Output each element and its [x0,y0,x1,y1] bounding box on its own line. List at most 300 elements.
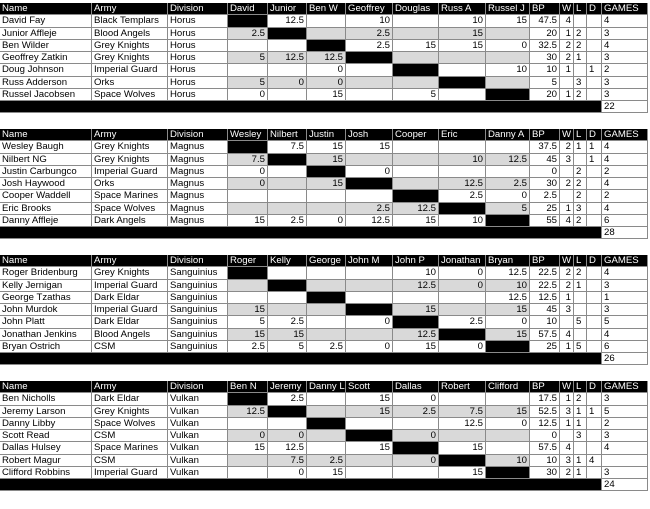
table-cell[interactable]: 10 [439,215,486,227]
table-cell[interactable] [268,304,307,316]
table-cell[interactable] [268,292,307,304]
table-cell[interactable] [560,430,574,442]
table-cell[interactable]: 30 [530,467,560,479]
table-cell[interactable]: Ben Nicholls [0,393,92,405]
table-cell[interactable]: 15 [486,329,530,341]
table-cell[interactable] [587,467,602,479]
table-cell[interactable]: 12.5 [268,15,307,27]
table-cell[interactable]: 2.5 [268,316,307,328]
table-cell[interactable]: 2 [574,166,587,178]
table-cell[interactable]: 7.5 [268,455,307,467]
table-cell[interactable]: 3 [602,280,648,292]
table-cell[interactable]: 12.5 [268,442,307,454]
table-cell[interactable] [439,304,486,316]
table-cell[interactable] [393,467,439,479]
table-cell[interactable]: 2.5 [228,28,268,40]
table-cell[interactable]: 12.5 [268,52,307,64]
table-cell[interactable] [587,292,602,304]
table-cell[interactable]: 3 [560,304,574,316]
table-cell[interactable]: 10 [530,455,560,467]
table-cell[interactable] [560,190,574,202]
table-cell[interactable] [228,467,268,479]
table-cell[interactable]: 12.5 [307,52,346,64]
table-cell[interactable] [346,77,393,89]
table-cell[interactable] [393,316,439,328]
table-cell[interactable]: George Tzathas [0,292,92,304]
table-cell[interactable]: 5 [268,341,307,353]
table-cell[interactable]: Magnus [168,190,228,202]
table-cell[interactable] [486,393,530,405]
table-cell[interactable]: 12.5 [530,292,560,304]
table-cell[interactable]: 45 [530,304,560,316]
table-cell[interactable]: 2.5 [439,190,486,202]
table-cell[interactable]: 15 [346,406,393,418]
table-cell[interactable]: 15 [307,89,346,101]
table-cell[interactable]: 2 [602,418,648,430]
table-cell[interactable] [268,28,307,40]
table-cell[interactable] [439,292,486,304]
table-cell[interactable]: 1 [574,141,587,153]
table-cell[interactable]: 15 [486,406,530,418]
table-cell[interactable] [268,64,307,76]
table-cell[interactable]: 1 [560,203,574,215]
table-cell[interactable]: 4 [602,203,648,215]
table-cell[interactable] [268,280,307,292]
table-cell[interactable] [346,430,393,442]
table-cell[interactable]: Junior Affleje [0,28,92,40]
table-cell[interactable] [560,166,574,178]
table-cell[interactable]: 0 [486,316,530,328]
table-cell[interactable]: 15 [393,215,439,227]
table-cell[interactable]: 2 [602,64,648,76]
table-cell[interactable]: 3 [602,52,648,64]
table-cell[interactable]: 4 [587,455,602,467]
table-cell[interactable] [574,154,587,166]
table-cell[interactable]: 1 [560,64,574,76]
table-cell[interactable]: Vulkan [168,406,228,418]
table-cell[interactable]: Magnus [168,215,228,227]
table-cell[interactable]: 10 [346,15,393,27]
table-cell[interactable]: Dark Eldar [92,316,168,328]
table-cell[interactable]: Magnus [168,166,228,178]
table-cell[interactable]: 15 [393,40,439,52]
table-cell[interactable] [439,64,486,76]
table-cell[interactable] [346,89,393,101]
table-cell[interactable] [587,89,602,101]
table-cell[interactable]: 2.5 [346,28,393,40]
table-cell[interactable]: 12.5 [439,178,486,190]
table-cell[interactable]: 2.5 [307,455,346,467]
table-cell[interactable] [439,393,486,405]
table-cell[interactable]: 0 [486,190,530,202]
table-cell[interactable]: 17.5 [530,393,560,405]
table-cell[interactable]: 15 [439,467,486,479]
table-cell[interactable] [393,418,439,430]
table-cell[interactable]: 2.5 [268,393,307,405]
table-cell[interactable] [307,442,346,454]
table-cell[interactable]: 37.5 [530,141,560,153]
table-cell[interactable]: 10 [530,316,560,328]
table-cell[interactable]: 15 [228,215,268,227]
table-cell[interactable]: Dark Angels [92,215,168,227]
table-cell[interactable] [228,190,268,202]
table-cell[interactable]: 1 [574,418,587,430]
table-cell[interactable]: Horus [168,77,228,89]
table-cell[interactable] [393,442,439,454]
table-cell[interactable]: 12.5 [486,154,530,166]
table-cell[interactable]: 57.5 [530,442,560,454]
table-cell[interactable]: Grey Knights [92,141,168,153]
table-cell[interactable]: 12.5 [393,203,439,215]
table-cell[interactable]: 2 [602,166,648,178]
table-cell[interactable]: 5 [393,89,439,101]
table-cell[interactable]: 15 [228,442,268,454]
table-cell[interactable]: Horus [168,64,228,76]
table-cell[interactable] [228,393,268,405]
table-cell[interactable]: 4 [602,329,648,341]
table-cell[interactable] [587,77,602,89]
table-cell[interactable]: Grey Knights [92,52,168,64]
table-cell[interactable]: 2 [574,40,587,52]
table-cell[interactable]: 12.5 [439,418,486,430]
table-cell[interactable]: 2.5 [346,203,393,215]
table-cell[interactable]: 2.5 [486,178,530,190]
table-cell[interactable]: Magnus [168,141,228,153]
table-cell[interactable]: 0 [530,430,560,442]
table-cell[interactable] [307,329,346,341]
table-cell[interactable]: 12.5 [530,418,560,430]
table-cell[interactable]: 12.5 [393,280,439,292]
table-cell[interactable] [587,442,602,454]
table-cell[interactable]: 12.5 [393,329,439,341]
table-cell[interactable]: Danny Affleje [0,215,92,227]
table-cell[interactable]: Ben Wilder [0,40,92,52]
table-cell[interactable]: 57.5 [530,329,560,341]
table-cell[interactable]: 0 [228,178,268,190]
table-cell[interactable]: 2 [560,52,574,64]
table-cell[interactable]: 1 [574,52,587,64]
table-cell[interactable] [307,316,346,328]
table-cell[interactable]: 15 [486,304,530,316]
table-cell[interactable]: 15 [228,329,268,341]
table-cell[interactable]: 10 [486,280,530,292]
table-cell[interactable]: Grey Knights [92,267,168,279]
table-cell[interactable]: 0 [439,341,486,353]
table-cell[interactable] [307,418,346,430]
table-cell[interactable]: 0 [530,166,560,178]
table-cell[interactable] [393,15,439,27]
table-cell[interactable] [486,52,530,64]
table-cell[interactable]: Vulkan [168,418,228,430]
table-cell[interactable] [587,190,602,202]
table-cell[interactable]: 0 [393,430,439,442]
table-cell[interactable]: Vulkan [168,467,228,479]
table-cell[interactable]: Jeremy Larson [0,406,92,418]
table-cell[interactable]: Blood Angels [92,329,168,341]
table-cell[interactable]: 2 [574,89,587,101]
table-cell[interactable]: 15 [307,467,346,479]
table-cell[interactable]: 0 [346,341,393,353]
table-cell[interactable] [393,190,439,202]
table-cell[interactable]: Sanguinius [168,267,228,279]
table-cell[interactable]: 25 [530,341,560,353]
table-cell[interactable]: Sanguinius [168,280,228,292]
table-cell[interactable] [307,292,346,304]
table-cell[interactable]: Geoffrey Zatkin [0,52,92,64]
table-cell[interactable]: 7.5 [439,406,486,418]
table-cell[interactable]: 52.5 [530,406,560,418]
table-cell[interactable]: 0 [228,430,268,442]
table-cell[interactable]: Clifford Robbins [0,467,92,479]
table-cell[interactable] [486,341,530,353]
table-cell[interactable]: 4 [602,267,648,279]
table-cell[interactable] [268,418,307,430]
table-cell[interactable]: 1 [574,467,587,479]
table-cell[interactable] [307,166,346,178]
table-cell[interactable]: Space Marines [92,190,168,202]
table-cell[interactable]: 2 [574,215,587,227]
table-cell[interactable]: 15 [393,341,439,353]
table-cell[interactable]: 1 [560,393,574,405]
table-cell[interactable]: 0 [268,430,307,442]
table-cell[interactable]: 1 [574,280,587,292]
table-cell[interactable]: 3 [602,467,648,479]
table-cell[interactable]: 22.5 [530,267,560,279]
table-cell[interactable]: 5 [602,316,648,328]
table-cell[interactable]: 1 [560,28,574,40]
table-cell[interactable]: Space Marines [92,442,168,454]
table-cell[interactable]: 1 [560,418,574,430]
table-cell[interactable] [486,215,530,227]
table-cell[interactable]: 3 [602,430,648,442]
table-cell[interactable] [486,77,530,89]
table-cell[interactable] [346,329,393,341]
table-cell[interactable]: Space Wolves [92,89,168,101]
table-cell[interactable]: David Fay [0,15,92,27]
table-cell[interactable] [393,28,439,40]
table-cell[interactable]: 2 [560,141,574,153]
table-cell[interactable]: 3 [560,154,574,166]
table-cell[interactable]: 1 [574,406,587,418]
table-cell[interactable]: 12.5 [346,215,393,227]
table-cell[interactable] [307,40,346,52]
table-cell[interactable] [268,89,307,101]
table-cell[interactable] [574,329,587,341]
table-cell[interactable]: Bryan Ostrich [0,341,92,353]
table-cell[interactable] [587,304,602,316]
table-cell[interactable]: 5 [574,341,587,353]
table-cell[interactable]: 4 [560,215,574,227]
table-cell[interactable] [439,455,486,467]
table-cell[interactable] [268,154,307,166]
table-cell[interactable]: 1 [560,89,574,101]
table-cell[interactable] [393,64,439,76]
table-cell[interactable]: Sanguinius [168,329,228,341]
table-cell[interactable]: 10 [393,267,439,279]
table-cell[interactable]: 0 [268,77,307,89]
table-cell[interactable]: 2 [574,267,587,279]
table-cell[interactable]: 1 [560,292,574,304]
table-cell[interactable]: 10 [439,154,486,166]
table-cell[interactable]: CSM [92,455,168,467]
table-cell[interactable]: Horus [168,89,228,101]
table-cell[interactable]: 0 [307,64,346,76]
table-cell[interactable]: 1 [574,455,587,467]
table-cell[interactable]: Cooper Waddell [0,190,92,202]
table-cell[interactable]: 2 [574,190,587,202]
table-cell[interactable]: 30 [530,178,560,190]
table-cell[interactable] [393,77,439,89]
table-cell[interactable]: 4 [560,329,574,341]
table-cell[interactable]: 2.5 [268,215,307,227]
table-cell[interactable]: Russel Jacobsen [0,89,92,101]
table-cell[interactable] [346,154,393,166]
table-cell[interactable]: Russ Adderson [0,77,92,89]
table-cell[interactable]: Vulkan [168,393,228,405]
table-cell[interactable] [346,64,393,76]
table-cell[interactable]: Horus [168,40,228,52]
table-cell[interactable]: Imperial Guard [92,280,168,292]
table-cell[interactable]: 12.5 [486,292,530,304]
table-cell[interactable]: 2.5 [530,190,560,202]
table-cell[interactable]: CSM [92,430,168,442]
table-cell[interactable]: 15 [228,304,268,316]
table-cell[interactable] [307,15,346,27]
table-cell[interactable]: Orks [92,77,168,89]
table-cell[interactable]: 15 [307,141,346,153]
table-cell[interactable]: Roger Bridenburg [0,267,92,279]
table-cell[interactable] [587,341,602,353]
table-cell[interactable] [587,215,602,227]
table-cell[interactable]: Sanguinius [168,304,228,316]
table-cell[interactable] [486,442,530,454]
table-cell[interactable]: Imperial Guard [92,166,168,178]
table-cell[interactable] [587,166,602,178]
table-cell[interactable]: Dallas Hulsey [0,442,92,454]
table-cell[interactable] [346,178,393,190]
table-cell[interactable]: 2.5 [228,341,268,353]
table-cell[interactable] [560,316,574,328]
table-cell[interactable]: 0 [486,40,530,52]
table-cell[interactable] [393,154,439,166]
table-cell[interactable]: 0 [439,267,486,279]
table-cell[interactable] [574,64,587,76]
table-cell[interactable] [346,267,393,279]
table-cell[interactable]: Vulkan [168,442,228,454]
table-cell[interactable]: 22.5 [530,280,560,292]
table-cell[interactable]: 55 [530,215,560,227]
table-cell[interactable]: 20 [530,28,560,40]
table-cell[interactable] [228,267,268,279]
table-cell[interactable] [393,292,439,304]
table-cell[interactable]: Scott Read [0,430,92,442]
table-cell[interactable]: Grey Knights [92,406,168,418]
table-cell[interactable] [486,89,530,101]
table-cell[interactable]: 20 [530,89,560,101]
table-cell[interactable]: 12.5 [486,267,530,279]
table-cell[interactable]: 25 [530,203,560,215]
table-cell[interactable]: 0 [228,166,268,178]
table-cell[interactable]: 15 [439,28,486,40]
table-cell[interactable]: 0 [393,455,439,467]
table-cell[interactable] [346,52,393,64]
table-cell[interactable]: 1 [587,406,602,418]
table-cell[interactable]: 1 [560,341,574,353]
table-cell[interactable] [587,430,602,442]
table-cell[interactable]: 4 [602,40,648,52]
table-cell[interactable] [228,141,268,153]
table-cell[interactable] [587,203,602,215]
table-cell[interactable]: 2 [560,178,574,190]
table-cell[interactable] [439,52,486,64]
table-cell[interactable] [574,304,587,316]
table-cell[interactable]: 0 [393,393,439,405]
table-cell[interactable]: John Murdok [0,304,92,316]
table-cell[interactable]: Doug Johnson [0,64,92,76]
table-cell[interactable] [228,15,268,27]
table-cell[interactable]: 5 [228,52,268,64]
table-cell[interactable]: 3 [602,28,648,40]
table-cell[interactable] [486,141,530,153]
table-cell[interactable]: Magnus [168,178,228,190]
table-cell[interactable] [587,52,602,64]
table-cell[interactable] [486,467,530,479]
table-cell[interactable]: 4 [602,154,648,166]
table-cell[interactable]: 30 [530,52,560,64]
table-cell[interactable] [587,267,602,279]
table-cell[interactable] [228,418,268,430]
table-cell[interactable]: 3 [574,430,587,442]
table-cell[interactable]: 2 [574,28,587,40]
table-cell[interactable] [439,89,486,101]
table-cell[interactable]: Black Templars [92,15,168,27]
table-cell[interactable] [307,430,346,442]
table-cell[interactable]: 7.5 [228,154,268,166]
table-cell[interactable] [587,329,602,341]
table-cell[interactable]: Justin Carbungco [0,166,92,178]
table-cell[interactable]: Horus [168,28,228,40]
table-cell[interactable]: 5 [602,406,648,418]
table-cell[interactable]: 15 [439,40,486,52]
table-cell[interactable]: Sanguinius [168,292,228,304]
table-cell[interactable] [228,64,268,76]
table-cell[interactable] [268,267,307,279]
table-cell[interactable] [587,15,602,27]
table-cell[interactable]: 3 [602,304,648,316]
table-cell[interactable] [439,203,486,215]
table-cell[interactable]: 15 [346,141,393,153]
table-cell[interactable] [268,203,307,215]
table-cell[interactable]: Horus [168,52,228,64]
table-cell[interactable] [346,467,393,479]
table-cell[interactable] [560,77,574,89]
table-cell[interactable] [346,304,393,316]
table-cell[interactable]: 4 [602,15,648,27]
table-cell[interactable] [228,455,268,467]
table-cell[interactable]: 5 [574,316,587,328]
table-cell[interactable]: Danny Libby [0,418,92,430]
table-cell[interactable] [307,190,346,202]
table-cell[interactable]: 15 [486,15,530,27]
table-cell[interactable] [439,77,486,89]
table-cell[interactable]: Dark Eldar [92,393,168,405]
table-cell[interactable]: 3 [602,393,648,405]
table-cell[interactable] [439,141,486,153]
table-cell[interactable] [574,292,587,304]
table-cell[interactable]: 0 [439,280,486,292]
table-cell[interactable] [307,267,346,279]
table-cell[interactable]: Space Wolves [92,418,168,430]
